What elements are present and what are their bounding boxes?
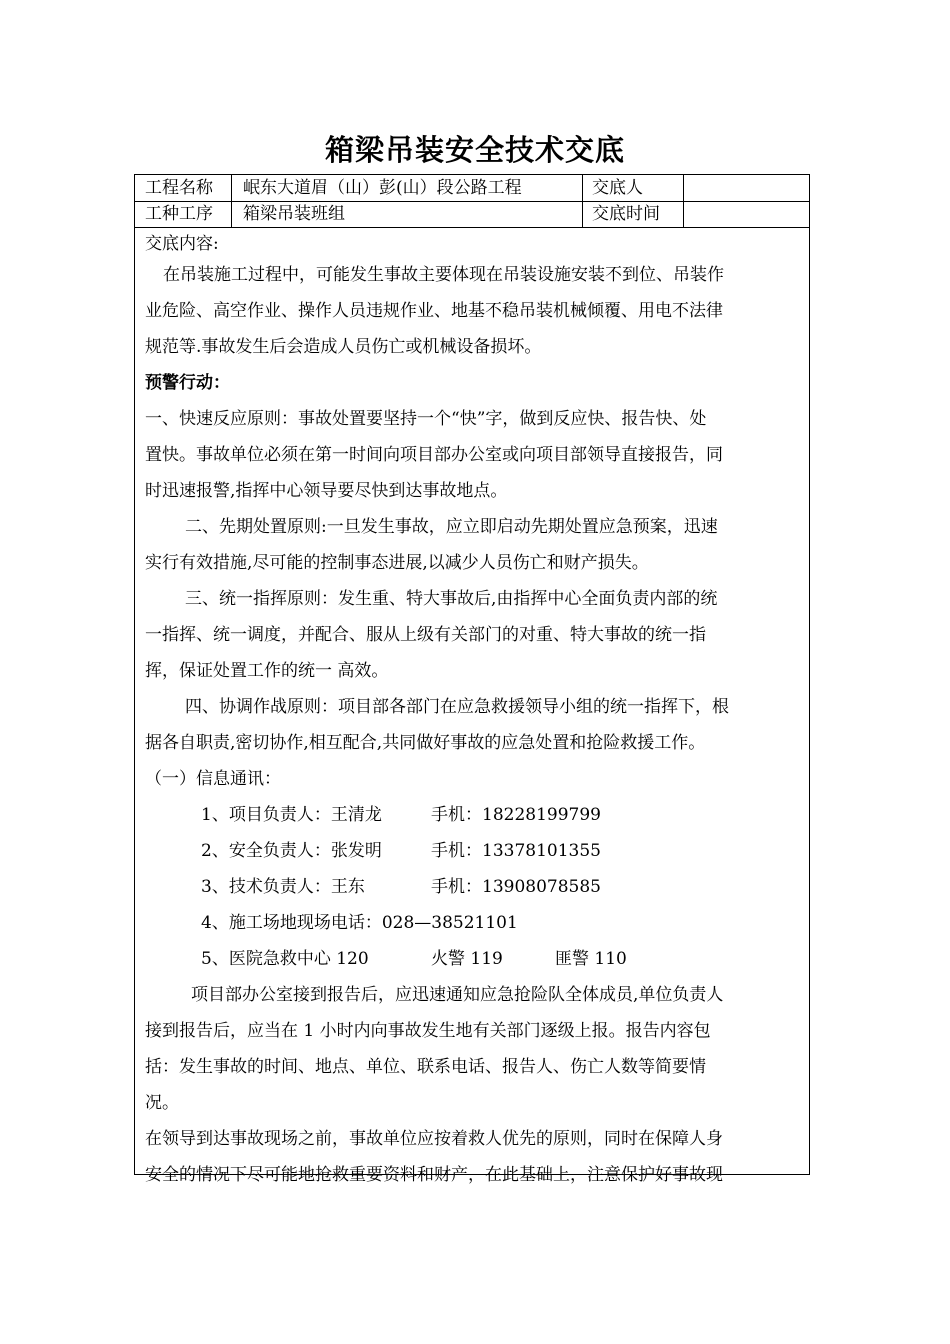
intro-line-3: 规范等.事故发生后会造成人员伤亡或机械设备损坏。 [145, 337, 542, 357]
police-number: 匪警 110 [555, 949, 627, 969]
principle-1-line-1: 一、快速反应原则：事故处置要坚持一个“快”字，做到反应快、报告快、处 [145, 409, 707, 429]
contact-role: 1、项目负责人：王清龙 [201, 805, 382, 825]
comm-heading: （一）信息通讯： [145, 769, 281, 789]
trade-process-value: 箱梁吊装班组 [243, 204, 345, 224]
col-divider-2 [582, 175, 583, 227]
report-line-2: 接到报告后，应当在 1 小时内向事故发生地有关部门逐级上报。报告内容包 [145, 1021, 711, 1041]
disclosure-content [145, 231, 801, 1193]
principle-1-line-3: 时迅速报警,指挥中心领导要尽快到达事故地点。 [145, 481, 508, 501]
intro-line-1: 在吊装施工过程中，可能发生事故主要体现在吊装设施安装不到位、吊装作 [163, 265, 724, 285]
disclosure-form [134, 174, 810, 1185]
trade-process-label: 工种工序 [145, 204, 213, 224]
project-name-label: 工程名称 [145, 178, 213, 198]
contact-row [145, 797, 801, 833]
report-line-1: 项目部办公室接到报告后，应迅速通知应急抢险队全体成员,单位负责人 [191, 985, 724, 1005]
row-divider-2 [135, 227, 809, 228]
report-line-3: 括：发生事故的时间、地点、单位、联系电话、报告人、伤亡人数等简要情 [145, 1057, 706, 1077]
document-title: 箱梁吊装安全技术交底 [324, 133, 625, 167]
row-divider-1 [135, 201, 809, 202]
emergency-numbers [145, 941, 801, 977]
intro-line-2: 业危险、高空作业、操作人员违规作业、地基不稳吊装机械倾覆、用电不法律 [145, 301, 723, 321]
principle-4-line-2: 据各自职责,密切协作,相互配合,共同做好事故的应急处置和抢险救援工作。 [145, 733, 706, 753]
contact-phone: 手机：18228199799 [431, 805, 601, 825]
principle-1-line-2: 置快。事故单位必须在第一时间向项目部办公室或向项目部领导直接报告，同 [145, 445, 723, 465]
contact-row [145, 833, 801, 869]
content-label: 交底内容: [145, 234, 219, 254]
disclosure-time-label: 交底时间 [592, 204, 660, 224]
fire-number: 火警 119 [431, 949, 503, 969]
contact-role: 3、技术负责人：王东 [201, 877, 365, 897]
site-phone: 4、施工场地现场电话：028—38521101 [201, 913, 518, 933]
col-divider-1 [231, 175, 232, 227]
contact-phone: 手机：13378101355 [431, 841, 601, 861]
warning-heading: 预警行动： [145, 373, 230, 393]
hospital-number: 5、医院急救中心 120 [201, 949, 369, 969]
principle-2-line-1: 二、先期处置原则:一旦发生事故，应立即启动先期处置应急预案，迅速 [185, 517, 718, 537]
principle-2-line-2: 实行有效措施,尽可能的控制事态进展,以减少人员伤亡和财产损失。 [145, 553, 649, 573]
contact-phone: 手机：13908078585 [431, 877, 601, 897]
col-divider-3 [683, 175, 684, 227]
principle-4-line-1: 四、协调作战原则：项目部各部门在应急救援领导小组的统一指挥下，根 [185, 697, 729, 717]
discloser-label: 交底人 [592, 178, 643, 198]
principle-3-line-1: 三、统一指挥原则：发生重、特大事故后,由指挥中心全面负责内部的统 [185, 589, 718, 609]
contact-row [145, 869, 801, 905]
principle-3-line-3: 挥，保证处置工作的统一 高效。 [145, 661, 389, 681]
principle-3-line-2: 一指挥、统一调度，并配合、服从上级有关部门的对重、特大事故的统一指 [145, 625, 706, 645]
rescue-line-2: 安全的情况下尽可能地抢救重要资料和财产，在此基础上，注意保护好事故现 [145, 1165, 723, 1185]
report-line-4: 况。 [145, 1093, 179, 1113]
contact-role: 2、安全负责人：张发明 [201, 841, 382, 861]
project-name-value: 岷东大道眉（山）彭(山）段公路工程 [243, 178, 522, 198]
rescue-line-1: 在领导到达事故现场之前，事故单位应按着救人优先的原则，同时在保障人身 [145, 1129, 723, 1149]
